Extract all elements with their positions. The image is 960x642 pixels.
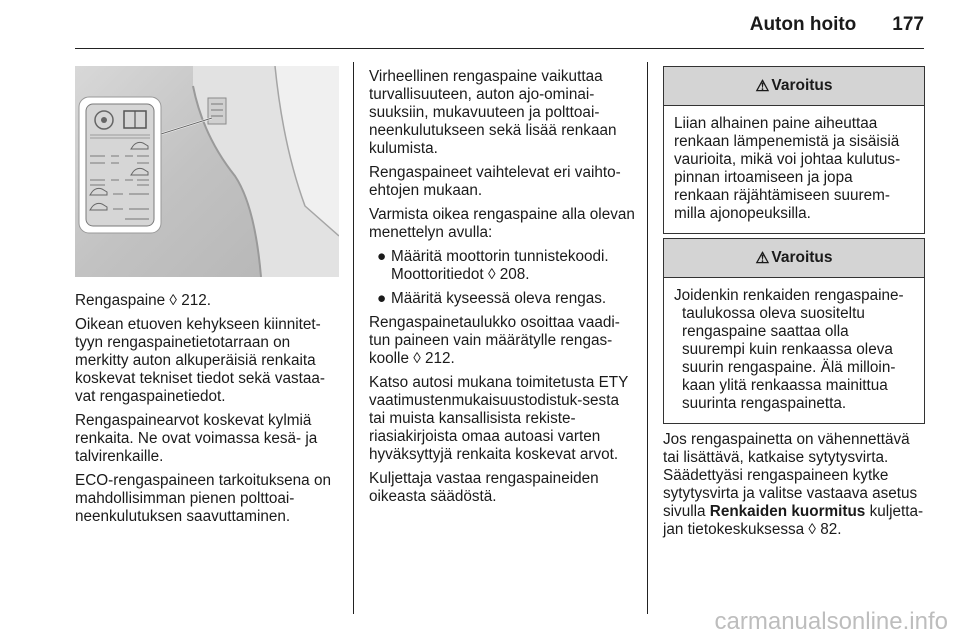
text: Rengaspaine [75, 292, 170, 309]
column-divider-2 [647, 62, 648, 614]
warning-title: Varoitus [771, 77, 833, 94]
door-frame-illustration [75, 66, 339, 277]
warning-line: suurempi kuin renkaassa oleva [682, 341, 893, 358]
column-2 [369, 68, 637, 512]
paragraph: Kuljettaja vastaa rengaspaineiden oikeasta säädöstä. [369, 470, 599, 505]
warning-box-2 [663, 238, 925, 424]
page-ref[interactable]: 208. [499, 266, 530, 283]
warning-line: taulukossa oleva suositeltu [682, 305, 865, 322]
paragraph: Virheellinen rengaspaine vaikuttaa turvallisuuteen, auton ajo-ominai-suuksiin, mukavuuteen ja polttoai-neenkulutukseen sekä lisää renkaan kulumista. [369, 68, 617, 157]
page-header [750, 14, 924, 36]
warning-body [664, 106, 924, 233]
warning-line: kaan ylitä renkaassa mainittua [682, 377, 888, 394]
column-divider-1 [353, 62, 354, 614]
paragraph: Oikean etuoven kehykseen kiinnitet-tyyn rengaspainetietotarraan on merkitty auton alkuperäisiä renkaita koskevat tekniset tiedot sekä vastaa-vat rengaspainetiedot. [75, 316, 325, 405]
warning-line: Joidenkin renkaiden rengaspaine- [674, 287, 904, 304]
warning-line: rengaspaine saattaa olla [682, 323, 849, 340]
paragraph: Rengaspaineet vaihtelevat eri vaihto-ehtojen mukaan. [369, 164, 621, 199]
text: kuljetta-jan tietokeskuksessa [663, 503, 924, 538]
warning-line: vaurioita, mikä voi johtaa kulutus- [674, 151, 901, 168]
paragraph [663, 431, 925, 539]
page-ref[interactable]: 212. [181, 292, 211, 309]
paragraph: Rengaspainearvot koskevat kylmiä renkaita. Ne ovat voimassa kesä- ja talvirenkaille. [75, 412, 318, 465]
arrow-ref-icon: ◊ [487, 266, 496, 283]
warning-title: Varoitus [771, 249, 833, 266]
column-1 [75, 292, 345, 532]
paragraph [369, 314, 637, 368]
paragraph: Katso autosi mukana toimitetusta ETY vaatimustenmukaisuustodistuk-sesta tai muista kansallisista rekiste-riasiakirjoista omaa autoasi varten hyväksyttyjä renkaita koskevat arvot. [369, 374, 629, 463]
warning-header [664, 239, 924, 278]
warning-line: suurinta rengaspainetta. [682, 395, 847, 412]
warning-header [664, 67, 924, 106]
menu-term: Renkaiden kuormitus [709, 503, 866, 520]
page-ref[interactable]: 212. [425, 350, 455, 367]
bullet-dot-icon: ● [377, 290, 387, 307]
warning-line: renkaan räjähtämiseen suurem- [674, 187, 890, 204]
tire-pressure-label-illustration [75, 66, 339, 277]
text: Määritä moottorin tunnistekoodi. Moottoritiedot [391, 248, 609, 283]
warning-line: suurin rengaspaine. Älä milloin- [682, 359, 896, 376]
warning-line: Liian alhainen paine aiheuttaa [674, 115, 878, 132]
page-ref[interactable]: 82. [820, 521, 842, 538]
arrow-ref-icon: ◊ [169, 292, 177, 309]
warning-icon: ⚠ [755, 249, 770, 267]
watermark-footer[interactable]: carmanualsonline.info [714, 608, 948, 635]
pressure-ref-paragraph [75, 292, 345, 310]
text: Määritä kyseessä oleva rengas. [391, 290, 607, 307]
column-3-text [663, 431, 925, 545]
page-number: 177 [892, 14, 924, 35]
arrow-ref-icon: ◊ [413, 350, 421, 367]
bullet-item [369, 248, 637, 284]
warning-line: renkaan lämpenemistä ja sisäisiä [674, 133, 900, 150]
bullet-dot-icon: ● [377, 248, 387, 265]
paragraph: Varmista oikea rengaspaine alla olevan menettelyn avulla: [369, 206, 635, 241]
arrow-ref-icon: ◊ [808, 521, 816, 538]
paragraph: ECO-rengaspaineen tarkoituksena on mahdollisimman pienen polttoai-neenkulutuksen saavuttaminen. [75, 472, 331, 525]
warning-line: milla ajonopeuksilla. [674, 205, 811, 222]
section-title: Auton hoito [749, 14, 857, 35]
warning-icon: ⚠ [755, 77, 770, 95]
bullet-item [369, 290, 637, 308]
text: Jos rengaspainetta on vähennettävä tai lisättävä, katkaise sytytysvirta. Säädettyäsi rengaspaineen kytke sytytysvirta ja valitse vastaava asetus sivulla [663, 431, 918, 520]
text: Rengaspainetaulukko osoittaa vaadi-tun paineen vain määrätylle rengas-koolle [369, 314, 620, 367]
warning-line: pinnan irtoamiseen ja jopa [674, 169, 853, 186]
header-rule [75, 48, 924, 49]
warning-body [664, 278, 924, 423]
warning-box-1 [663, 66, 925, 234]
